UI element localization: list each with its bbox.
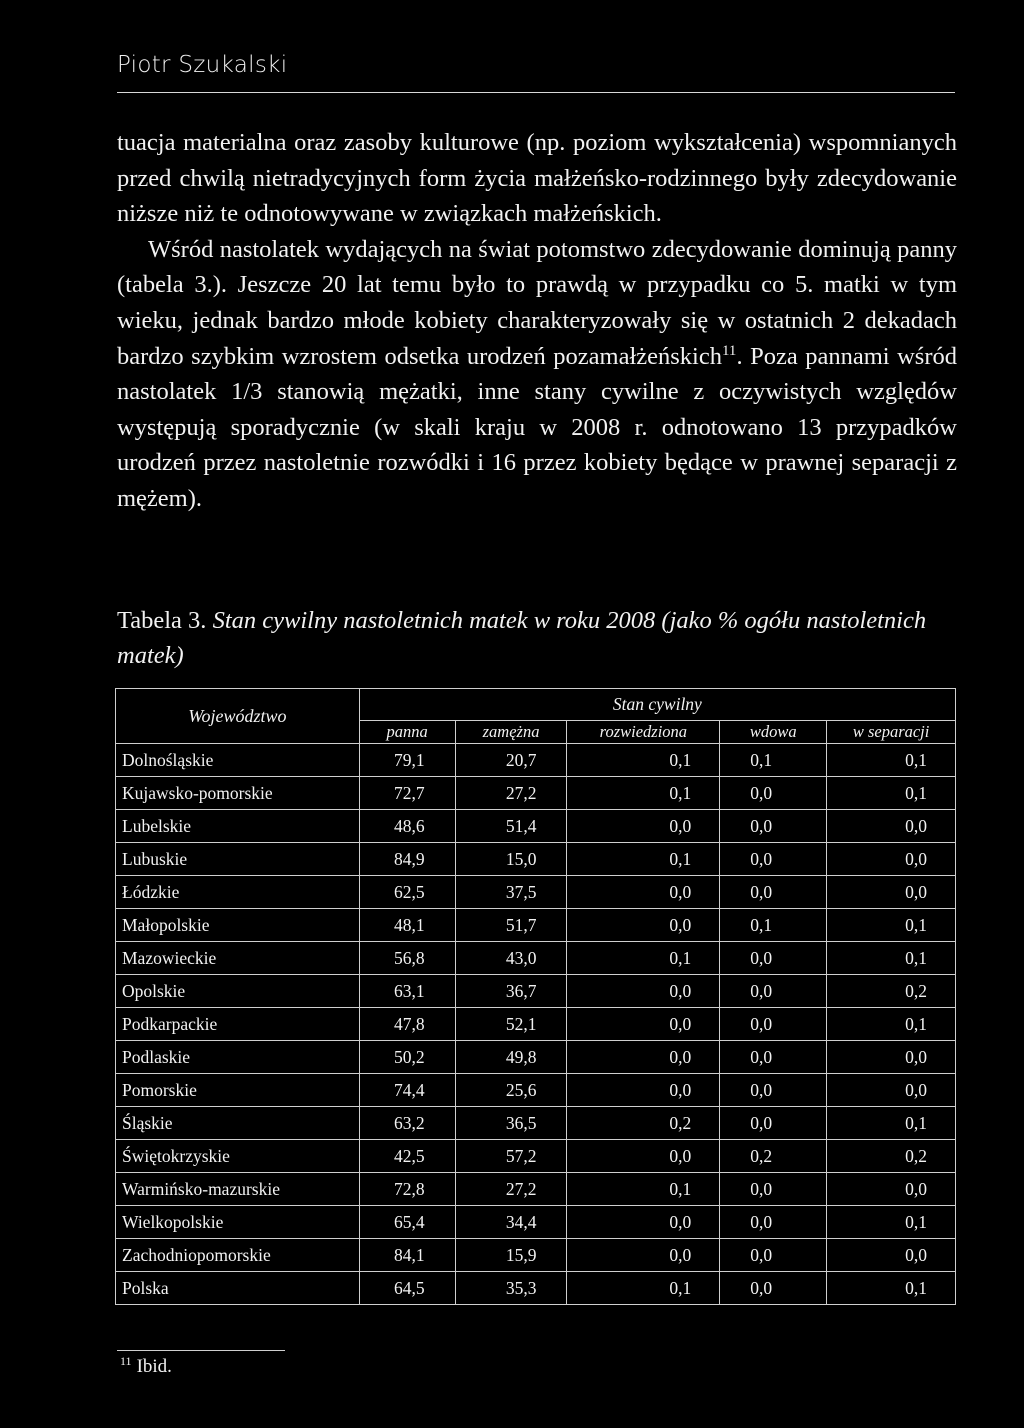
value-cell-separacja: 0,0 [827, 1074, 956, 1107]
value-cell-separacja: 0,2 [827, 975, 956, 1008]
table-row [116, 810, 956, 843]
table-row [116, 1008, 956, 1041]
region-cell: Opolskie [116, 975, 360, 1008]
region-cell: Lubelskie [116, 810, 360, 843]
footnote [120, 1354, 172, 1380]
region-column-header: Województwo [116, 689, 360, 744]
value-cell-panna: 63,2 [359, 1107, 455, 1140]
value-cell-rozwiedziona: 0,0 [567, 1074, 720, 1107]
table-row [116, 777, 956, 810]
value-cell-panna: 72,8 [359, 1173, 455, 1206]
value-cell-rozwiedziona: 0,0 [567, 975, 720, 1008]
value-cell-panna: 47,8 [359, 1008, 455, 1041]
header-rule [117, 92, 955, 93]
value-cell-separacja: 0,1 [827, 942, 956, 975]
column-header-zamezna: zamężna [455, 721, 567, 744]
value-cell-wdowa: 0,0 [720, 1239, 827, 1272]
region-cell: Polska [116, 1272, 360, 1305]
region-cell: Śląskie [116, 1107, 360, 1140]
value-cell-zamezna: 57,2 [455, 1140, 567, 1173]
table-body [116, 744, 956, 1305]
value-cell-wdowa: 0,2 [720, 1140, 827, 1173]
footnote-text: Ibid. [136, 1356, 172, 1377]
value-cell-separacja: 0,0 [827, 1239, 956, 1272]
value-cell-separacja: 0,1 [827, 1206, 956, 1239]
value-cell-zamezna: 49,8 [455, 1041, 567, 1074]
value-cell-zamezna: 36,7 [455, 975, 567, 1008]
table-caption [117, 603, 957, 673]
table-caption-label: Tabela 3. [117, 607, 207, 634]
value-cell-wdowa: 0,0 [720, 1272, 827, 1305]
value-cell-wdowa: 0,0 [720, 876, 827, 909]
value-cell-zamezna: 25,6 [455, 1074, 567, 1107]
value-cell-zamezna: 35,3 [455, 1272, 567, 1305]
running-header-author: Piotr Szukalski [117, 52, 288, 78]
body-text [117, 125, 957, 517]
value-cell-separacja: 0,0 [827, 1041, 956, 1074]
value-cell-separacja: 0,1 [827, 1107, 956, 1140]
value-cell-zamezna: 15,0 [455, 843, 567, 876]
value-cell-separacja: 0,1 [827, 909, 956, 942]
paragraph-1-text: tuacja materialna oraz zasoby kulturowe (np. poziom wykształcenia) wspomnianych przed chwilą nietradycyjnych form życia małżeńsko-rodzinnego były zdecydowanie niższe niż te odnotowywane w związkach małżeńskich. [117, 129, 957, 228]
table-row [116, 843, 956, 876]
region-cell: Mazowieckie [116, 942, 360, 975]
value-cell-zamezna: 27,2 [455, 1173, 567, 1206]
value-cell-panna: 48,6 [359, 810, 455, 843]
paragraph-2 [117, 232, 957, 517]
region-cell: Podlaskie [116, 1041, 360, 1074]
column-header-rozwiedziona: rozwiedziona [567, 721, 720, 744]
region-cell: Warmińsko-mazurskie [116, 1173, 360, 1206]
value-cell-separacja: 0,0 [827, 1173, 956, 1206]
table-row [116, 909, 956, 942]
column-header-wdowa: wdowa [720, 721, 827, 744]
value-cell-panna: 84,1 [359, 1239, 455, 1272]
value-cell-panna: 62,5 [359, 876, 455, 909]
value-cell-zamezna: 27,2 [455, 777, 567, 810]
table-row [116, 1239, 956, 1272]
footnote-number: 11 [120, 1353, 132, 1368]
value-cell-wdowa: 0,0 [720, 1041, 827, 1074]
value-cell-separacja: 0,1 [827, 777, 956, 810]
table-row [116, 1272, 956, 1305]
value-cell-separacja: 0,0 [827, 810, 956, 843]
value-cell-rozwiedziona: 0,0 [567, 1140, 720, 1173]
value-cell-rozwiedziona: 0,0 [567, 1239, 720, 1272]
paragraph-2-text-b: . Poza pannami wśród nastolatek 1/3 stanowią mężatki, inne stany cywilne z oczywistych względów występują sporadycznie (w skali kraju w 2008 r. odnotowano 13 przypadków urodzeń przez nastoletnie rozwódki i 16 przez kobiety będące w prawnej separacji z mężem). [117, 342, 957, 512]
value-cell-separacja: 0,1 [827, 1008, 956, 1041]
value-cell-rozwiedziona: 0,2 [567, 1107, 720, 1140]
value-cell-separacja: 0,1 [827, 744, 956, 777]
value-cell-wdowa: 0,0 [720, 1206, 827, 1239]
region-cell: Małopolskie [116, 909, 360, 942]
value-cell-panna: 42,5 [359, 1140, 455, 1173]
region-cell: Świętokrzyskie [116, 1140, 360, 1173]
value-cell-wdowa: 0,0 [720, 843, 827, 876]
table-row [116, 975, 956, 1008]
table-row [116, 1107, 956, 1140]
value-cell-separacja: 0,2 [827, 1140, 956, 1173]
value-cell-zamezna: 51,4 [455, 810, 567, 843]
value-cell-wdowa: 0,0 [720, 1008, 827, 1041]
value-cell-panna: 50,2 [359, 1041, 455, 1074]
column-header-panna: panna [359, 721, 455, 744]
table-header-row [116, 689, 956, 721]
value-cell-wdowa: 0,0 [720, 777, 827, 810]
value-cell-panna: 48,1 [359, 909, 455, 942]
value-cell-wdowa: 0,1 [720, 744, 827, 777]
value-cell-rozwiedziona: 0,1 [567, 777, 720, 810]
region-cell: Kujawsko-pomorskie [116, 777, 360, 810]
value-cell-wdowa: 0,0 [720, 975, 827, 1008]
value-cell-wdowa: 0,0 [720, 942, 827, 975]
value-cell-wdowa: 0,0 [720, 1074, 827, 1107]
group-column-header: Stan cywilny [359, 689, 955, 721]
table-row [116, 1173, 956, 1206]
paragraph-1 [117, 125, 957, 232]
value-cell-wdowa: 0,0 [720, 1107, 827, 1140]
value-cell-wdowa: 0,1 [720, 909, 827, 942]
value-cell-separacja: 0,1 [827, 1272, 956, 1305]
table-row [116, 1041, 956, 1074]
value-cell-separacja: 0,0 [827, 876, 956, 909]
value-cell-rozwiedziona: 0,0 [567, 876, 720, 909]
value-cell-rozwiedziona: 0,0 [567, 810, 720, 843]
value-cell-zamezna: 15,9 [455, 1239, 567, 1272]
value-cell-panna: 79,1 [359, 744, 455, 777]
region-cell: Lubuskie [116, 843, 360, 876]
value-cell-rozwiedziona: 0,1 [567, 1173, 720, 1206]
value-cell-wdowa: 0,0 [720, 1173, 827, 1206]
table-row [116, 942, 956, 975]
region-cell: Łódzkie [116, 876, 360, 909]
value-cell-zamezna: 51,7 [455, 909, 567, 942]
value-cell-panna: 56,8 [359, 942, 455, 975]
value-cell-rozwiedziona: 0,0 [567, 1008, 720, 1041]
footnote-rule [117, 1350, 285, 1351]
value-cell-zamezna: 20,7 [455, 744, 567, 777]
value-cell-rozwiedziona: 0,1 [567, 1272, 720, 1305]
value-cell-separacja: 0,0 [827, 843, 956, 876]
table-row [116, 876, 956, 909]
table-row [116, 1074, 956, 1107]
value-cell-panna: 63,1 [359, 975, 455, 1008]
value-cell-panna: 64,5 [359, 1272, 455, 1305]
value-cell-zamezna: 43,0 [455, 942, 567, 975]
region-cell: Zachodniopomorskie [116, 1239, 360, 1272]
value-cell-rozwiedziona: 0,1 [567, 942, 720, 975]
table-row [116, 1206, 956, 1239]
value-cell-wdowa: 0,0 [720, 810, 827, 843]
value-cell-panna: 74,4 [359, 1074, 455, 1107]
value-cell-rozwiedziona: 0,1 [567, 744, 720, 777]
value-cell-zamezna: 36,5 [455, 1107, 567, 1140]
region-cell: Podkarpackie [116, 1008, 360, 1041]
region-cell: Wielkopolskie [116, 1206, 360, 1239]
value-cell-rozwiedziona: 0,0 [567, 909, 720, 942]
value-cell-zamezna: 37,5 [455, 876, 567, 909]
value-cell-panna: 84,9 [359, 843, 455, 876]
value-cell-panna: 65,4 [359, 1206, 455, 1239]
table-caption-title: Stan cywilny nastoletnich matek w roku 2008 (jako % ogółu nastoletnich matek) [117, 607, 927, 669]
table-row [116, 1140, 956, 1173]
value-cell-zamezna: 52,1 [455, 1008, 567, 1041]
marital-status-table [115, 688, 956, 1305]
value-cell-panna: 72,7 [359, 777, 455, 810]
value-cell-rozwiedziona: 0,0 [567, 1041, 720, 1074]
value-cell-rozwiedziona: 0,1 [567, 843, 720, 876]
footnote-reference[interactable]: 11 [721, 342, 737, 359]
paragraph-2-text-a: Wśród nastolatek wydających na świat potomstwo zdecydowanie dominują panny (tabela 3.). Jeszcze 20 lat temu było to prawdą w przypadku co 5. matki w tym wieku, jednak bardzo młode kobiety charakteryzowały się w ostatnich 2 dekadach bardzo szybkim wzrostem odsetka urodzeń pozamałżeńskich [117, 235, 957, 370]
value-cell-zamezna: 34,4 [455, 1206, 567, 1239]
region-cell: Pomorskie [116, 1074, 360, 1107]
value-cell-rozwiedziona: 0,0 [567, 1206, 720, 1239]
column-header-separacja: w separacji [827, 721, 956, 744]
region-cell: Dolnośląskie [116, 744, 360, 777]
table-row [116, 744, 956, 777]
